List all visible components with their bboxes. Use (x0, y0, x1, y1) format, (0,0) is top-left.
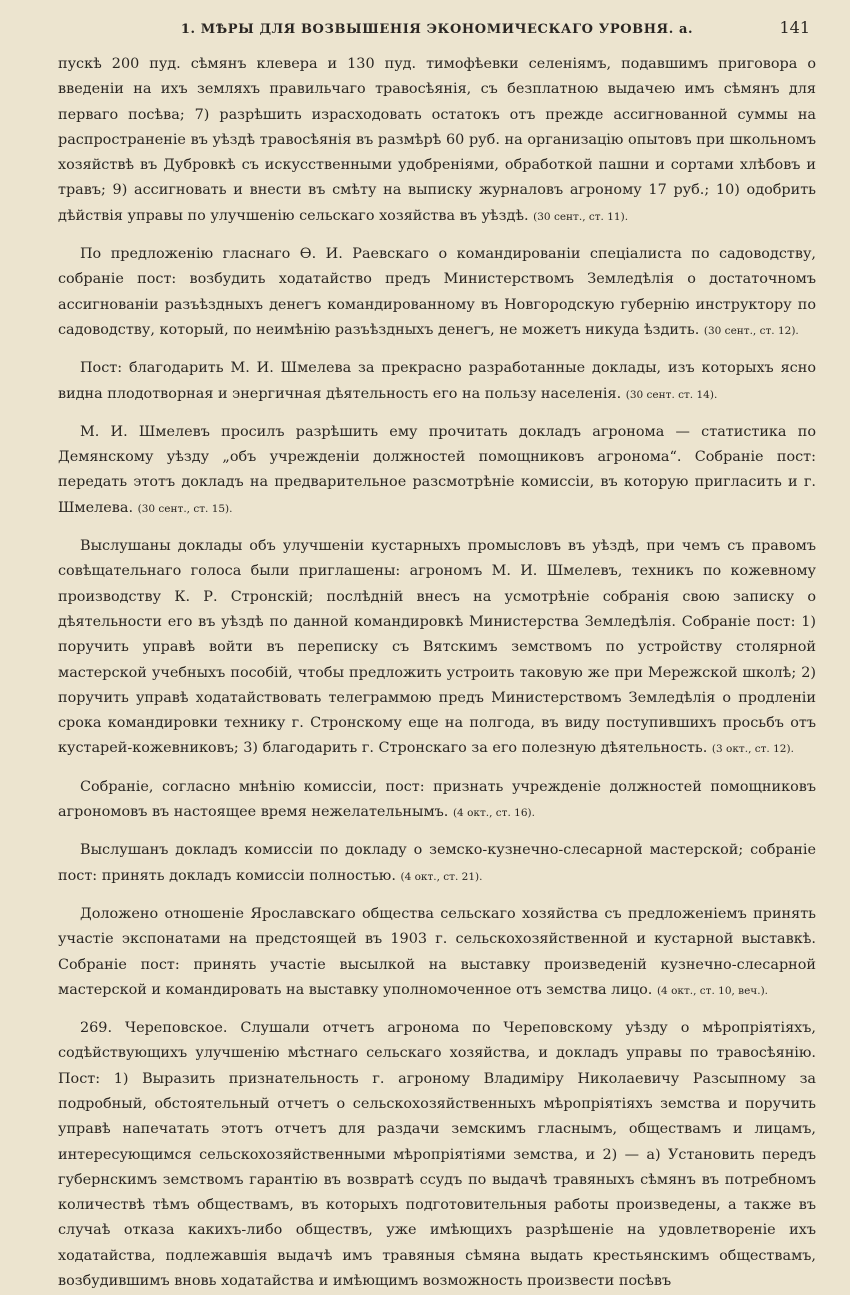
paragraph-6 (58, 775, 816, 827)
page-number: 141 (779, 18, 810, 37)
reference-note: (30 сент., ст. 15). (137, 502, 233, 515)
paragraph-text: М. И. Шмелевъ просилъ разрѣшить ему прочитать докладъ агронома — статистика по Демянскому уѣзду „объ учрежденіи должностей помощниковъ агронома“. Собраніе пост: передать этотъ докладъ на предварительное разсмотрѣніе комиссіи, въ которую пригласить и г. Шмелева. (58, 423, 816, 516)
reference-note: (30 сент., ст. 12). (703, 324, 799, 337)
paragraph-text: По предложенію гласнаго Ѳ. И. Раевскаго о командированіи спеціалиста по садоводству, собраніе пост: возбудить ходатайство предъ Министерствомъ Земледѣлія о достаточномъ ассигнованіи разъѣздныхъ денегъ командированному въ Новгородскую губернію инструктору по садоводству, который, по неимѣнію разъѣздныхъ денегъ, не можетъ никуда ѣздить. (58, 246, 816, 338)
paragraph-text: Пост: благодарить М. И. Шмелева за прекрасно разработанные доклады, изъ которыхъ ясно видна плодотворная и энергичная дѣятельность его на пользу населенія. (58, 360, 816, 402)
reference-note: (4 окт., ст. 10, веч.). (656, 984, 769, 997)
paragraph-8 (58, 902, 816, 1004)
paragraph-text: пускѣ 200 пуд. сѣмянъ клевера и 130 пуд. тимофѣевки селеніямъ, подавшимъ приговора о введеніи на ихъ земляхъ правильчаго травосѣянія, съ безплатною выдачею имъ сѣмянъ для перваго посѣва; 7) разрѣшить израсходовать остатокъ отъ прежде ассигнованной суммы на распространеніе въ уѣздѣ травосѣянія въ размѣрѣ 60 руб. на организацію опытовъ при школьномъ хозяйствѣ въ Дубровкѣ съ искусственными удобреніями, обработкой пашни и сортами хлѣбовъ и травъ; 9) ассигновать и внести въ смѣту на выписку журналовъ агроному 17 руб.; 10) одобрить дѣйствія управы по улучшенію сельскаго хозяйства въ уѣздѣ. (58, 56, 816, 224)
document-body (58, 52, 816, 1295)
paragraph-7 (58, 838, 816, 890)
paragraph-3 (58, 356, 816, 408)
running-header (58, 18, 816, 52)
paragraph-text: Выслушаны доклады объ улучшеніи кустарныхъ промысловъ въ уѣздѣ, при чемъ съ правомъ совѣщательнаго голоса были приглашены: агрономъ М. И. Шмелевъ, техникъ по кожевному производству К. Р. Стронскій; послѣдній внесъ на усмотрѣніе собранія свою записку о дѣятельности его въ уѣздѣ по данной командировкѣ Министерства Земледѣлія. Собраніе пост: 1) поручить управѣ войти въ переписку съ Вятскимъ земствомъ по устройству столярной мастерской учебныхъ пособій, чтобы предложить устроить таковую же при Мережской школѣ; 2) поручить управѣ ходатайствовать телеграммою предъ Министерствомъ Земледѣлія о продленіи срока командировки технику г. Стронскому еще на полгода, въ виду поступившихъ просьбъ отъ кустарей-кожевниковъ; 3) благодарить г. Стронскаго за его полезную дѣятельность. (58, 538, 816, 757)
paragraph-1 (58, 52, 816, 230)
paragraph-4 (58, 420, 816, 522)
paragraph-2 (58, 242, 816, 344)
reference-note: (30 сент., ст. 11). (533, 210, 629, 223)
paragraph-text: Выслушанъ докладъ комиссіи по докладу о земско-кузнечно-слесарной мастерской; собраніе пост: принять докладъ комиссіи полностью. (58, 842, 816, 884)
paragraph-5 (58, 534, 816, 763)
reference-note: (30 сент. ст. 14). (625, 388, 718, 401)
paragraph-text: 269. Череповское. Слушали отчетъ агронома по Череповскому уѣзду о мѣропріятіяхъ, содѣйствующихъ улучшенію мѣстнаго сельскаго хозяйства, и докладъ управы по травосѣянію. Пост: 1) Выразить признательность г. агроному Владиміру Николаевичу Разсыпному за подробный, обстоятельный отчетъ о сельскохозяйственныхъ мѣропріятіяхъ земства и поручить управѣ напечатать этотъ отчетъ для раздачи земскимъ гласнымъ, обществамъ и лицамъ, интересующимся сельскохозяйственными мѣропріятіями земства, и 2) — а) Установить передъ губернскимъ земствомъ гарантію въ возвратѣ ссудъ по выдачѣ травяныхъ сѣмянъ въ потребномъ количествѣ тѣмъ обществамъ, въ которыхъ подготовительныя работы произведены, а также въ случаѣ отказа какихъ-либо обществъ, уже имѣющихъ разрѣшеніе на удовлетвореніе ихъ ходатайства, подлежавшія выдачѣ имъ травяныя сѣмяна выдать крестьянскимъ обществамъ, возбудившимъ вновь ходатайства и имѣющимъ возможность произвести посѣвъ (58, 1020, 816, 1290)
paragraph-text: Собраніе, согласно мнѣнію комиссіи, пост: признать учрежденіе должностей помощниковъ агрономовъ въ настоящее время нежелательнымъ. (58, 778, 816, 821)
reference-note: (4 окт., ст. 21). (400, 870, 483, 883)
reference-note: (4 окт., ст. 16). (452, 807, 535, 820)
header-title: 1. МѢРЫ ДЛЯ ВОЗВЫШЕНІЯ ЭКОНОМИЧЕСКАГО УРОВНЯ. а. (180, 22, 694, 37)
paragraph-9 (58, 1016, 816, 1295)
paragraph-text: Доложено отношеніе Ярославскаго общества сельскаго хозяйства съ предложеніемъ принять участіе экспонатами на предстоящей въ 1903 г. сельскохозяйственной и кустарной выставкѣ. Собраніе пост: принять участіе высылкой на выставку произведеній кузнечно-слесарной мастерской и командировать на выставку уполномоченное отъ земства лицо. (58, 905, 816, 998)
reference-note: (3 окт., ст. 12). (711, 743, 794, 756)
